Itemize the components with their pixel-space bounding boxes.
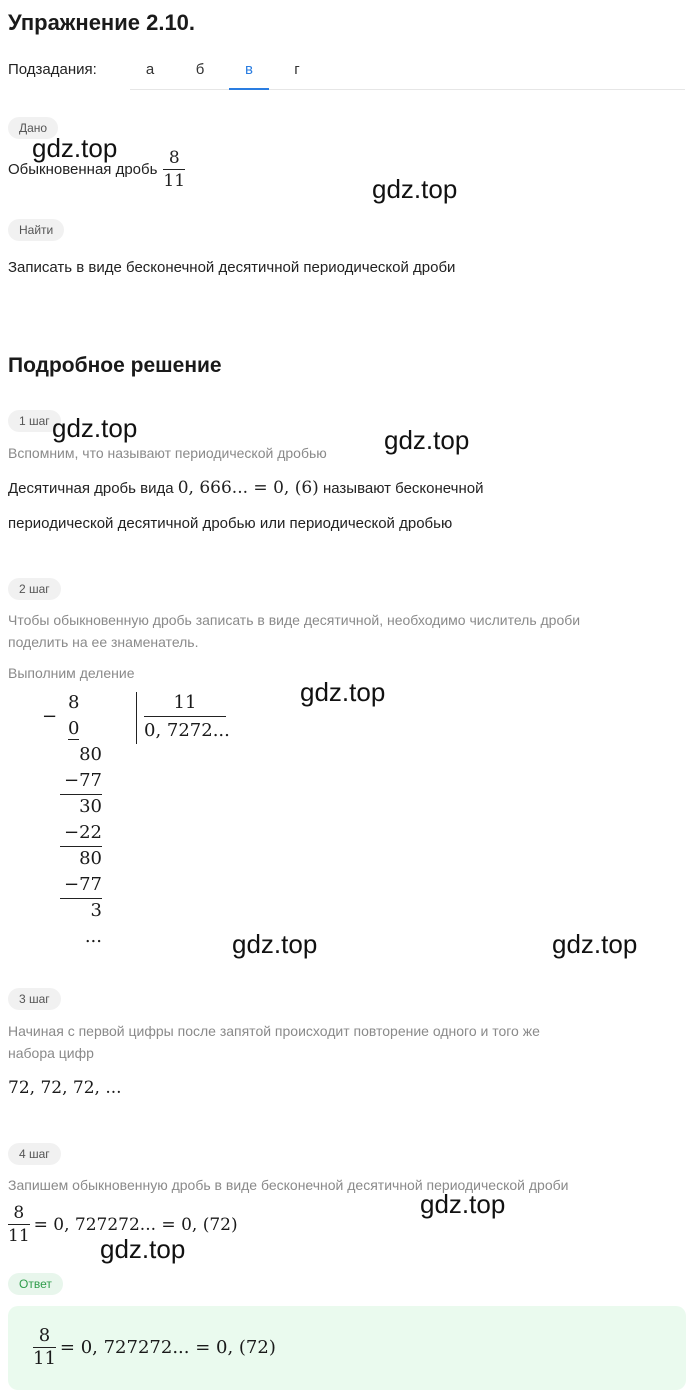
watermark: gdz.top xyxy=(32,133,118,163)
division-row-2: −77 xyxy=(60,768,102,795)
division-row-1: 80 xyxy=(79,744,102,765)
division-row-7: 3 xyxy=(90,900,102,921)
tabs-divider xyxy=(130,89,685,90)
watermark: gdz.top xyxy=(552,929,638,959)
step1-line1-math: 0, 666... = 0, (6) xyxy=(177,478,319,498)
step3-hint1: Начиная с первой цифры после запятой происходит повторение одного и того же xyxy=(8,1023,540,1039)
step1-chip: 1 шаг xyxy=(8,410,61,432)
given-fraction xyxy=(163,147,185,192)
answer-chip: Ответ xyxy=(8,1273,63,1295)
watermark: gdz.top xyxy=(300,677,386,707)
step4-hint: Запишем обыкновенную дробь в виде бесконечной десятичной периодической дроби xyxy=(8,1177,569,1193)
division-dividend: 8 xyxy=(68,692,80,713)
answer-rhs: = 0, 727272... = 0, (72) xyxy=(59,1337,276,1358)
watermark: gdz.top xyxy=(232,929,318,959)
step2-hint3: Выполним деление xyxy=(8,665,135,681)
answer-equation xyxy=(33,1325,276,1370)
division-row-5: 80 xyxy=(79,848,102,869)
watermark: gdz.top xyxy=(384,425,470,455)
division-row-6: −77 xyxy=(60,872,102,899)
step1-line1-b: называют бесконечной xyxy=(322,480,484,497)
step2-hint2: поделить на ее знаменатель. xyxy=(8,634,199,650)
solution-title: Подробное решение xyxy=(8,354,222,377)
watermark: gdz.top xyxy=(52,413,138,443)
step2-hint1: Чтобы обыкновенную дробь записать в виде десятичной, необходимо числитель дроби xyxy=(8,612,581,628)
step4-chip: 4 шаг xyxy=(8,1143,61,1165)
step1-line1-a: Десятичная дробь вида xyxy=(8,480,174,497)
division-row-3: 30 xyxy=(79,796,102,817)
tab-a[interactable]: а xyxy=(145,61,155,78)
step1-line2: периодической десятичной дробью или периодической дробью xyxy=(8,515,453,532)
step3-hint2: набора цифр xyxy=(8,1045,94,1061)
active-tab-indicator xyxy=(229,88,269,90)
given-denominator: 11 xyxy=(163,170,186,191)
division-row-4: −22 xyxy=(60,820,102,847)
step3-math: 72, 72, 72, ... xyxy=(8,1078,122,1098)
watermark: gdz.top xyxy=(372,174,458,204)
tab-b[interactable]: б xyxy=(195,61,205,78)
step4-fraction xyxy=(8,1202,30,1247)
page-title: Упражнение 2.10. xyxy=(8,10,196,35)
answer-denominator: 11 xyxy=(33,1348,56,1369)
answer-fraction xyxy=(33,1325,56,1370)
watermark: gdz.top xyxy=(420,1189,506,1219)
step3-chip: 3 шаг xyxy=(8,988,61,1010)
division-divisor: 11 xyxy=(144,690,226,717)
tab-g[interactable]: г xyxy=(294,61,300,78)
step4-numerator: 8 xyxy=(8,1202,30,1225)
step4-rhs: = 0, 727272... = 0, (72) xyxy=(33,1214,238,1235)
step2-chip: 2 шаг xyxy=(8,578,61,600)
find-chip: Найти xyxy=(8,219,64,241)
answer-numerator: 8 xyxy=(33,1325,56,1348)
step1-hint: Вспомним, что называют периодической дробью xyxy=(8,445,327,461)
watermark: gdz.top xyxy=(100,1234,186,1264)
division-row-8: ... xyxy=(84,926,102,947)
tab-v[interactable]: в xyxy=(245,61,253,78)
given-text: Обыкновенная дробь xyxy=(8,160,158,178)
division-quotient: 0, 7272... xyxy=(144,720,230,741)
division-minus: − xyxy=(42,706,58,727)
given-chip: Дано xyxy=(8,117,58,139)
subtasks-label: Подзадания: xyxy=(8,61,97,78)
step1-line1 xyxy=(8,478,483,498)
division-vertical-bar xyxy=(136,692,137,744)
division-first-sub: 0 xyxy=(68,718,80,739)
step4-denominator: 11 xyxy=(8,1226,30,1246)
given-numerator: 8 xyxy=(163,147,185,170)
find-text: Записать в виде бесконечной десятичной периодической дроби xyxy=(8,259,456,276)
